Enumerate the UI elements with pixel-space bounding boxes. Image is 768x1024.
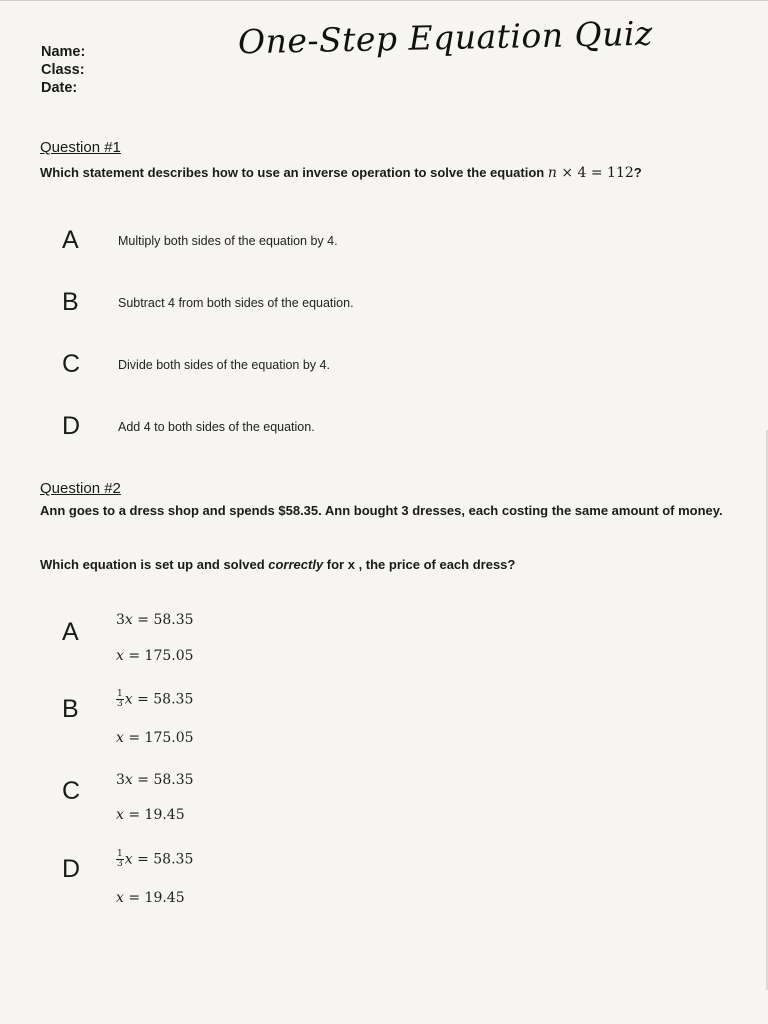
question-1-choice-d-text: Add 4 to both sides of the equation.: [118, 420, 315, 434]
variable: x: [116, 807, 124, 823]
equation-variable: n: [547, 165, 557, 181]
coefficient: 3: [116, 612, 125, 628]
question-1-choice-b-text: Subtract 4 from both sides of the equation.: [118, 296, 354, 310]
fraction: [116, 850, 124, 869]
solution-value: = 175.05: [123, 730, 194, 746]
question-1-choice-d-letter: D: [62, 412, 81, 440]
class-label: Class:: [41, 62, 85, 78]
date-label: Date:: [41, 80, 78, 96]
fraction: [116, 690, 124, 709]
variable: x: [124, 612, 133, 628]
fraction-numerator: 1: [117, 689, 123, 699]
question-1-choice-c-text: Divide both sides of the equation by 4.: [118, 358, 330, 372]
top-border: [0, 0, 768, 1]
equation-rhs: = 58.35: [132, 851, 194, 868]
variable: x: [124, 691, 133, 708]
question-2-ask-pre: Which equation is set up and solved: [40, 557, 269, 572]
question-1-choice-c-letter: C: [62, 350, 81, 378]
question-2-ask-post: for x , the price of each dress?: [323, 557, 516, 572]
question-1-prompt-text: Which statement describes how to use an inverse operation to solve the equation: [40, 165, 545, 180]
question-1-choice-b-letter: B: [62, 288, 79, 316]
question-mark: ?: [633, 165, 642, 180]
question-2-choice-d-solution: [116, 890, 185, 906]
solution-value: = 175.05: [123, 648, 194, 664]
variable: x: [116, 730, 124, 746]
variable: x: [116, 890, 124, 906]
fraction-denominator: 3: [117, 859, 123, 869]
quiz-title: One-Step Equation Quiz: [237, 13, 654, 62]
question-1-equation: [548, 165, 634, 181]
question-2-ask-emphasis: correctly: [268, 557, 324, 572]
equation-rhs: = 58.35: [132, 612, 194, 628]
question-2-choice-d-equation: [116, 850, 193, 869]
question-2-choice-a-letter: A: [62, 618, 79, 646]
question-2-choice-b-letter: B: [62, 695, 79, 723]
name-label: Name:: [41, 44, 86, 60]
question-1-choice-a-text: Multiply both sides of the equation by 4.: [118, 234, 338, 248]
question-2-choice-b-solution: [116, 730, 194, 746]
question-2-choice-b-equation: [116, 690, 193, 709]
question-1-prompt: [40, 162, 642, 184]
equation-rest: × 4 = 112: [556, 165, 634, 181]
question-1-heading: Question #1: [40, 139, 121, 156]
fraction-denominator: 3: [117, 699, 123, 709]
equation-rhs: = 58.35: [132, 691, 194, 708]
variable: x: [124, 772, 133, 788]
fraction-numerator: 1: [117, 849, 123, 859]
question-2-heading: Question #2: [40, 480, 121, 497]
variable: x: [124, 851, 133, 868]
question-2-choice-a-equation: [116, 612, 194, 628]
coefficient: 3: [116, 772, 125, 788]
question-2-choice-d-letter: D: [62, 855, 81, 883]
solution-value: = 19.45: [123, 890, 185, 906]
question-2-choice-c-equation: [116, 772, 194, 788]
solution-value: = 19.45: [123, 807, 185, 823]
question-2-choice-c-letter: C: [62, 777, 81, 805]
question-2-choice-a-solution: [116, 648, 194, 664]
question-2-ask: [40, 554, 515, 575]
question-2-intro: Ann goes to a dress shop and spends $58.35. Ann bought 3 dresses, each costing the same amount of money.: [40, 503, 723, 518]
equation-rhs: = 58.35: [132, 772, 194, 788]
variable: x: [116, 648, 124, 664]
question-2-choice-c-solution: [116, 807, 185, 823]
question-1-choice-a-letter: A: [62, 226, 79, 254]
